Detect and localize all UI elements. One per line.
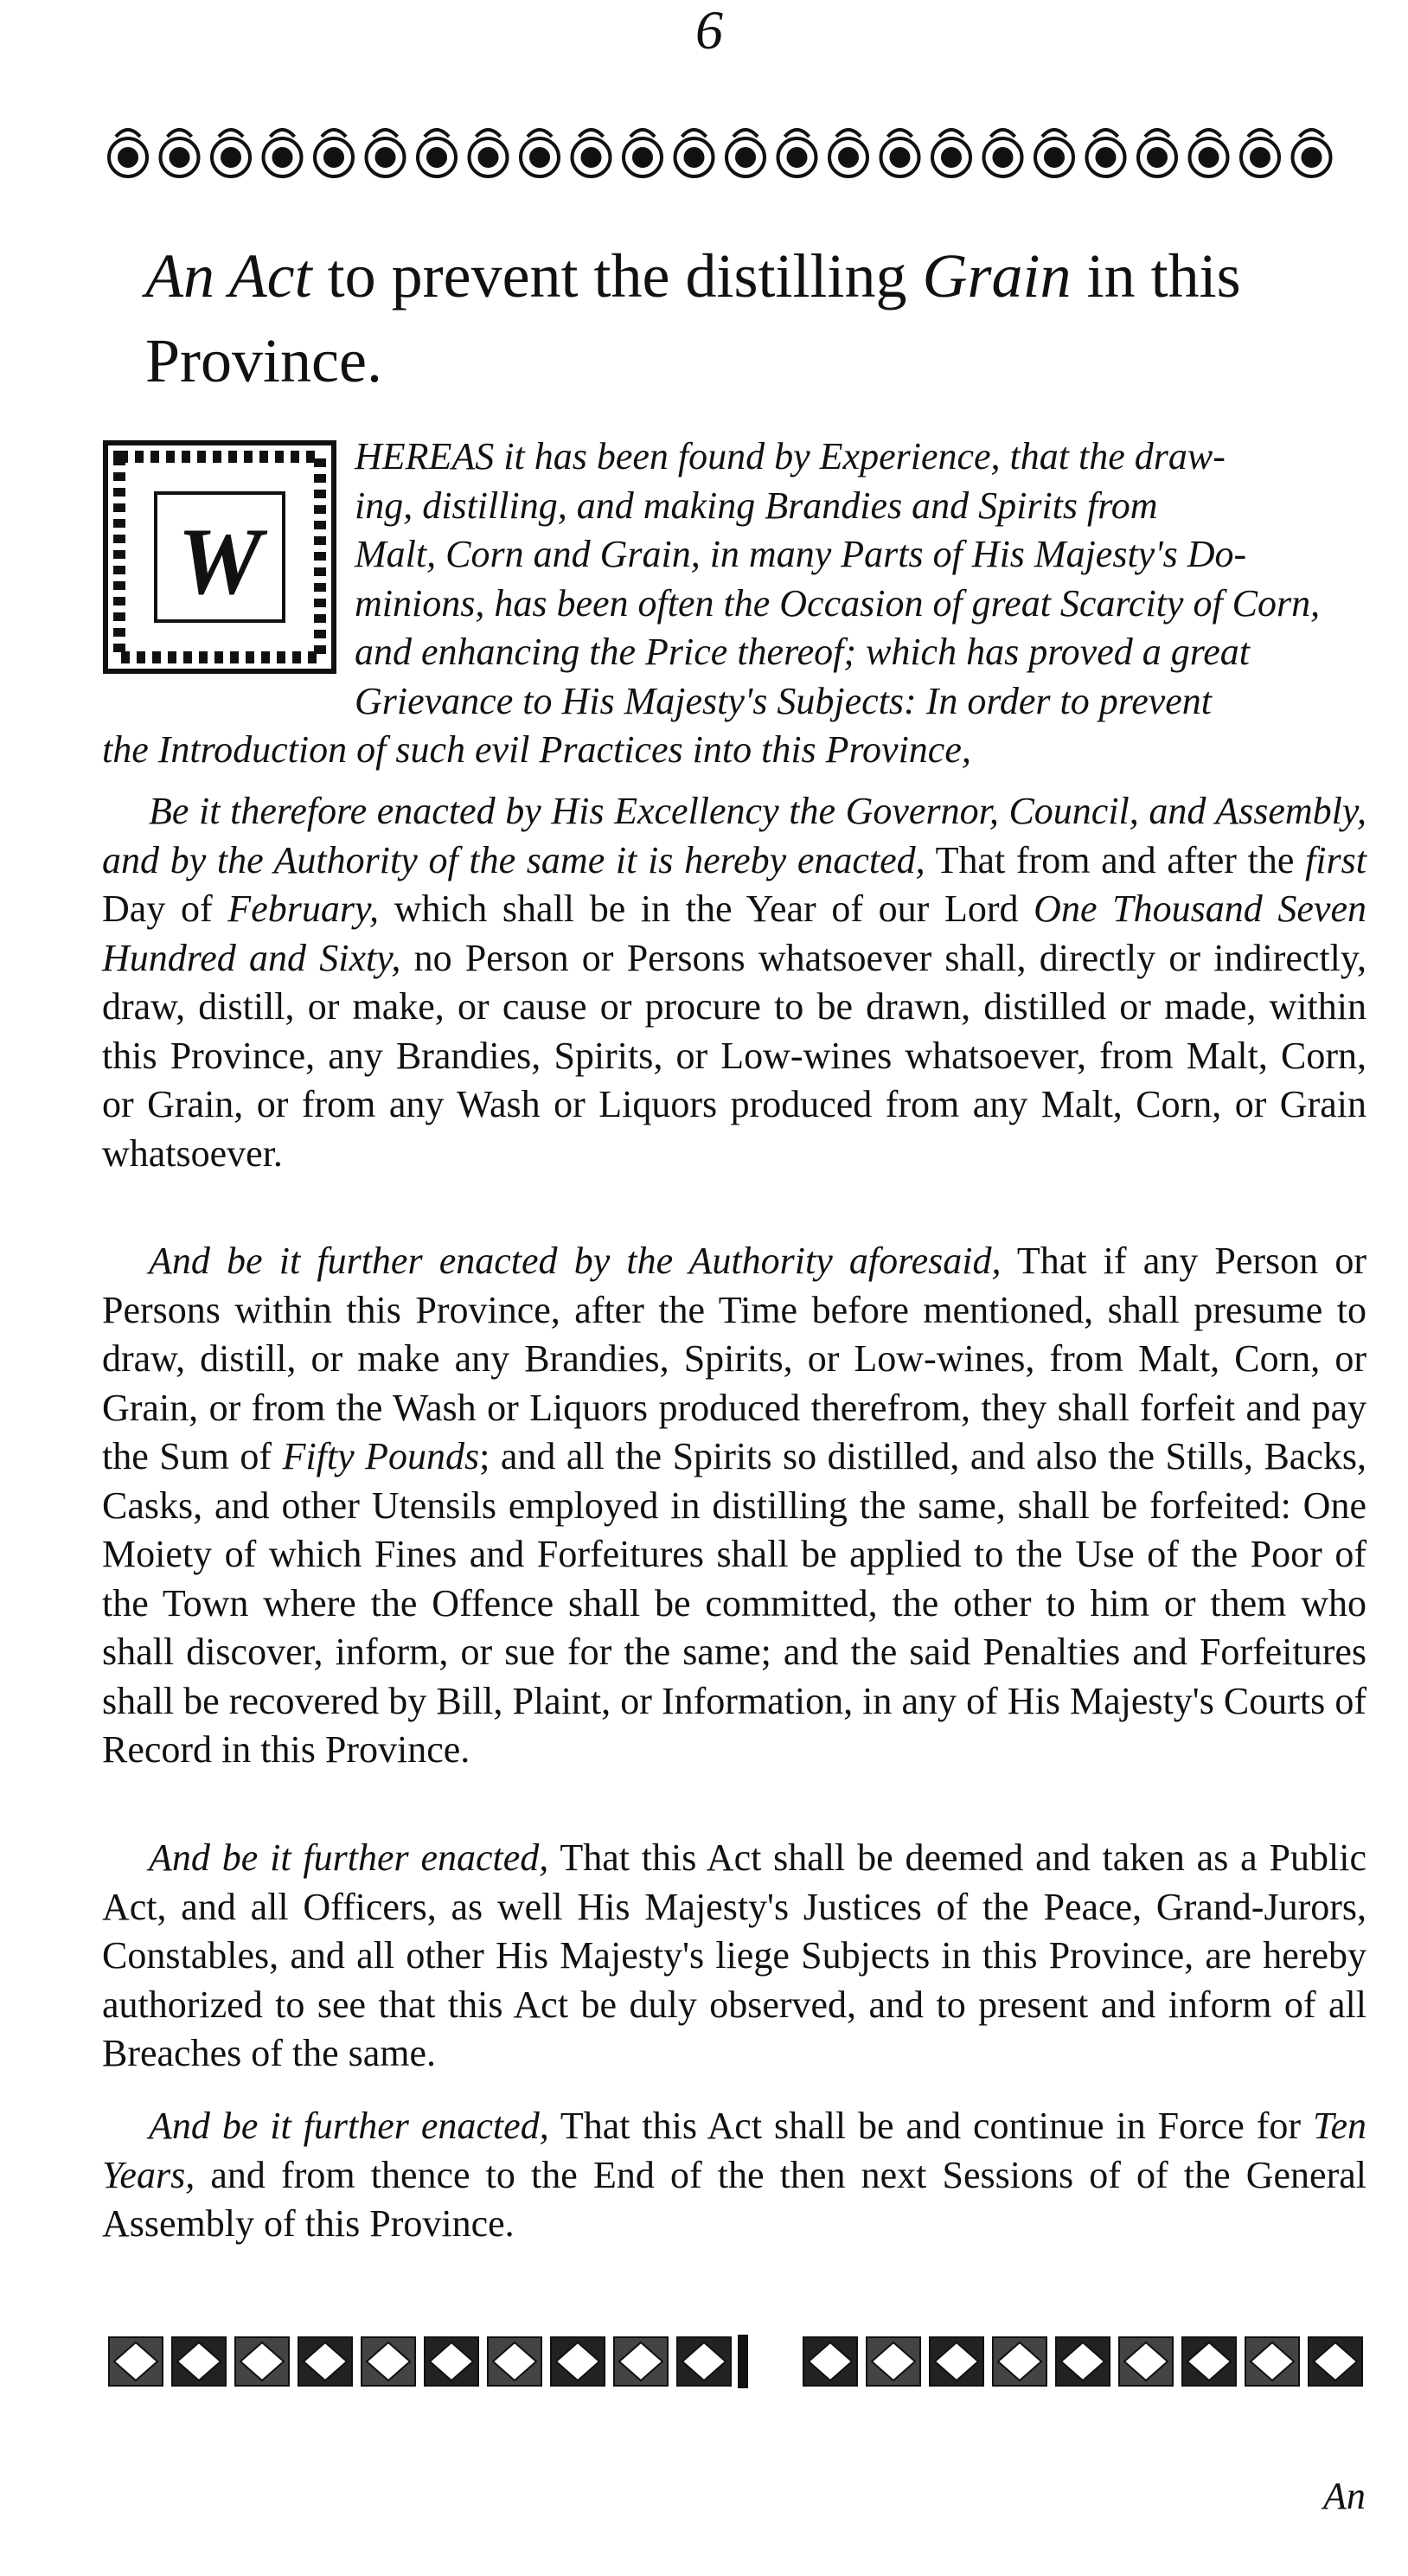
top-ornament-border bbox=[102, 119, 1382, 189]
enacting-text: That from and after the bbox=[925, 838, 1306, 881]
title-act-word: An Act bbox=[145, 241, 312, 311]
top-ornament-icon bbox=[102, 119, 1382, 189]
bottom-ornament-border bbox=[102, 2327, 1382, 2396]
penalty-rest: ; and all the Spirits so distilled, and also the Stills, Backs, Casks, and other Utensils employed in distilling the same, shall be forfeited: One Moiety of which Fines and Forfeitures shall be applied to the Use of the Poor of the Town where the Offence shall be committed, the other to him or them who shall discover, inform, or sue for the same; and the said Penalties and Forfeitures shall be recovered by Bill, Plaint, or Information, in any of His Majesty's Courts of Record in this Province. bbox=[102, 1435, 1366, 1771]
title-suffix: in this Province. bbox=[145, 241, 1241, 395]
february-word: February, bbox=[227, 888, 380, 930]
penalty-text: That if any Person or Persons within this Province, after the Time before mentioned, shall presume to draw, distill, or make any Brandies, Spirits, or Low-wines, from Malt, Corn, or Grain, or from the Wash or Liquors produced therefrom, they shall forfeit and pay the Sum of bbox=[102, 1240, 1366, 1477]
whereas-line: and enhancing the Price thereof; which has proved a great bbox=[355, 631, 1250, 673]
year-words: One Thousand Seven Hundred and Sixty, bbox=[102, 888, 1366, 979]
act-title bbox=[145, 234, 1356, 403]
enacting-rest: no Person or Persons whatsoever shall, directly or indirectly, draw, distill, or make, or cause or procure to be drawn, distilled or made, within this Province, any Brandies, Spirits, or Low-wines whatsoever, from Malt, Corn, or Grain, or from any Wash or Liquors produced from any Malt, Corn, or Grain whatsoever. bbox=[102, 936, 1366, 1175]
penalty-paragraph bbox=[102, 1237, 1366, 1775]
duration-rest: and from thence to the End of the then next Sessions of of the General Assembly of this Province. bbox=[102, 2153, 1366, 2245]
public-act-paragraph bbox=[102, 1834, 1366, 2079]
whereas-line: HEREAS it has been found by Experience, that the draw- bbox=[355, 435, 1226, 477]
enacting-clause: Be it therefore enacted by His Excellency the Governor, Council, and Assembly, and by the Authority of the same it is hereby enacted, bbox=[102, 790, 1366, 881]
year-text: which shall be in the Year of our Lord bbox=[379, 888, 1034, 930]
drop-cap-letter: W bbox=[177, 509, 262, 614]
whereas-line: Grievance to His Majesty's Subjects: In order to prevent bbox=[355, 679, 1213, 722]
fifty-pounds: Fifty Pounds bbox=[282, 1435, 480, 1477]
penalty-clause: And be it further enacted by the Authority aforesaid, bbox=[149, 1240, 1002, 1282]
catchword: An bbox=[1323, 2475, 1366, 2517]
title-grain-word: Grain bbox=[922, 241, 1072, 311]
day-of-text: Day of bbox=[102, 888, 228, 930]
enacting-paragraph bbox=[102, 787, 1366, 1178]
whereas-paragraph bbox=[102, 433, 1366, 775]
public-act-clause: And be it further enacted, bbox=[149, 1836, 549, 1879]
whereas-line: minions, has been often the Occasion of great Scarcity of Corn, bbox=[355, 581, 1321, 625]
duration-paragraph bbox=[102, 2102, 1366, 2249]
bottom-ornament-icon bbox=[102, 2327, 1382, 2396]
public-act-text: That this Act shall be deemed and taken as a Public Act, and all Officers, as well His Majesty's Justices of the Peace, Grand-Jurors, Constables, and all other His Majesty's liege Subjects in this Province, are hereby authorized to see that this Act be duly observed, and to present and inform of all Breaches of the same. bbox=[102, 1836, 1366, 2074]
whereas-line: the Introduction of such evil Practices into this Province, bbox=[102, 728, 971, 771]
ten-years: Ten Years, bbox=[102, 2105, 1366, 2196]
duration-clause: And be it further enacted, bbox=[149, 2105, 549, 2147]
whereas-line: Malt, Corn and Grain, in many Parts of His Majesty's Do- bbox=[355, 533, 1247, 575]
first-word: first bbox=[1305, 838, 1366, 881]
whereas-line: ing, distilling, and making Brandies and Spirits from bbox=[355, 484, 1158, 527]
page-number: 6 bbox=[695, 0, 723, 61]
duration-text: That this Act shall be and continue in Force for bbox=[548, 2105, 1314, 2147]
title-middle: to prevent the distilling bbox=[311, 241, 923, 311]
